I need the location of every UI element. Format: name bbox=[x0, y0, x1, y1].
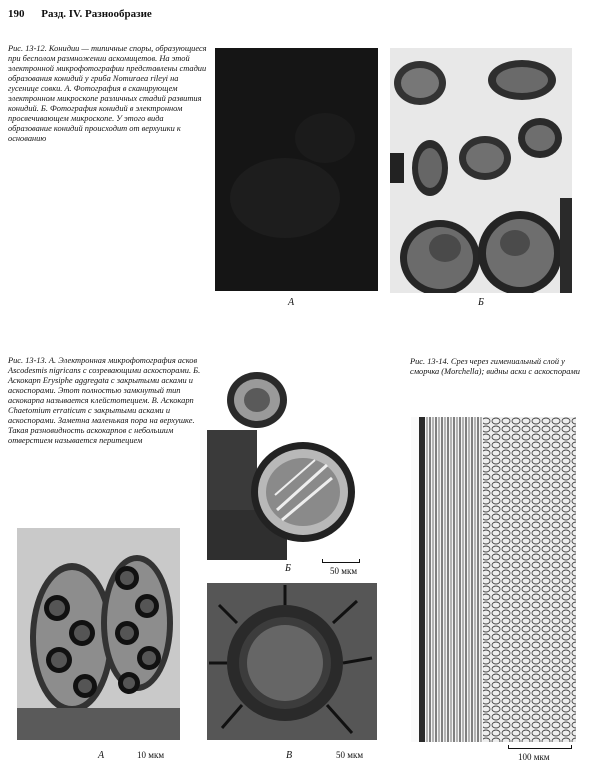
figure-13-12-caption: Рис. 13-12. Конидии — типичные споры, образующиеся при бесполом размножении аскомицетов. На этой электронной микрофотографии представлены стадии образования конидий у гриба Nomuraea rileyi на гусенице совки. А. Фотография в сканирующем электронном микроскопе различных стадий развития конидий. Б. Фотография конидий в электронном просвечивающем микроскопе. У этого вида образование конидий происходит от верхушки к основанию bbox=[8, 44, 207, 143]
figure-13-13-v-scale-label: 50 мкм bbox=[336, 750, 364, 760]
asci-micrograph bbox=[17, 528, 180, 740]
figure-13-13-label-b: Б bbox=[285, 563, 291, 574]
figure-13-13-label-v: В bbox=[286, 750, 293, 761]
figure-13-12-label-b: Б bbox=[478, 297, 484, 308]
figure-13-13-b-scale-bar bbox=[322, 562, 360, 563]
figure-13-12-b-photo bbox=[390, 48, 572, 293]
cleistothecium-micrograph bbox=[207, 360, 362, 560]
figure-13-13-label-a: А bbox=[98, 750, 105, 761]
figure-13-14-scale-bar bbox=[508, 748, 572, 749]
page-number: 190 bbox=[8, 8, 25, 20]
figure-13-14-scale-label: 100 мкм bbox=[518, 752, 550, 762]
figure-13-14-photo bbox=[411, 417, 576, 742]
figure-13-13-a-photo bbox=[17, 528, 180, 740]
figure-13-13-v-photo bbox=[207, 583, 377, 740]
sem-texture bbox=[215, 48, 378, 291]
figure-13-13-caption: Рис. 13-13. А. Электронная микрофотография асков Ascodesmis nigricans с созревающими аскоспорами. Б. Аскокарп Erysiphe aggregata с закрытыми асками и аскоспорами. Этот полностью замкнутый тип аскокарпа называется клейстотецием. В. Аскокарп Chaetomium erraticum с закрытыми асками и аскоспорами. Заметна маленькая пора на верхушке. Такая разновидность аскокарпов с небольшим отверстием называется перитецием bbox=[8, 356, 201, 445]
figure-13-13-a-scale-label: 10 мкм bbox=[137, 750, 165, 760]
figure-13-13-b-scale-label: 50 мкм bbox=[330, 566, 358, 576]
section-title: Разд. IV. Разнообразие bbox=[41, 8, 152, 20]
figure-13-12-a-photo bbox=[215, 48, 378, 291]
figure-13-14-caption: Рис. 13-14. Срез через гимениальный слой у сморчка (Morchella); видны аски с аскоспорами bbox=[410, 357, 580, 376]
hymenium-section-micrograph bbox=[411, 417, 576, 742]
page-header bbox=[8, 8, 152, 20]
conidia-micrograph bbox=[390, 48, 572, 293]
figure-13-13-b-photo bbox=[207, 360, 362, 560]
figure-13-12-label-a: А bbox=[288, 297, 295, 308]
perithecium-micrograph bbox=[207, 583, 377, 740]
